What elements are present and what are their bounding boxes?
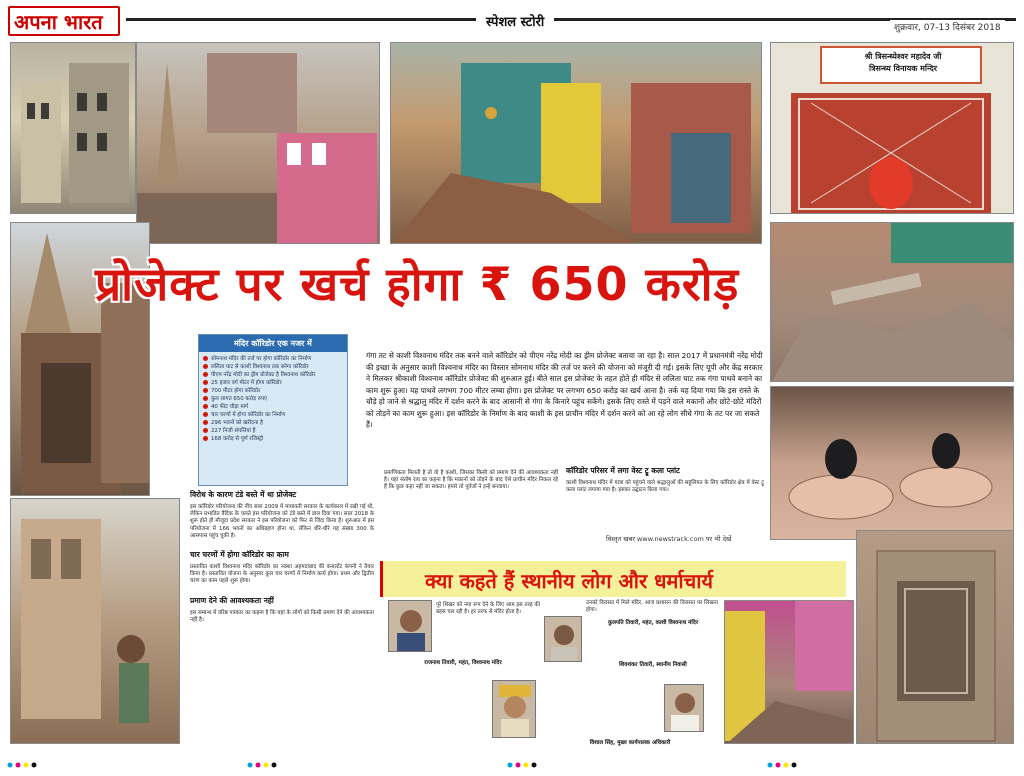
bullet-icon — [203, 356, 208, 361]
info-item: 168 करोड़ से पूर्ण रजिस्ट्री — [203, 435, 343, 443]
info-box — [198, 334, 348, 486]
portrait-3 — [492, 680, 536, 738]
headline: प्रोजेक्ट पर खर्च होगा ₹ 650 करोड़ — [95, 257, 740, 311]
quote-1-text: पूरे शिखर को नया रूप देने के लिए आम इस तरह की बहस चल रही है। हर तरफ से मंदिर होता है। — [436, 602, 540, 616]
info-item: 40 फीट चौड़ा मार्ग — [203, 403, 343, 411]
col3-subhead: कॉरिडोर परिसर में लगा वेस्ट ट्रू कला प्लांट — [566, 466, 680, 475]
photo-demolition-workers — [390, 42, 762, 244]
issue-date: शुक्रवार, 07-13 दिसंबर 2018 — [890, 20, 1005, 33]
photo-old-buildings — [10, 42, 136, 214]
temple-signboard-text: श्री त्रिसन्ध्येश्वर महादेव जी त्रिसन्ध्य विनायक मन्दिर — [864, 52, 942, 73]
quote-2-text: उनको विरासत में मिले मंदिर, आज प्रशासन की विरासत पर लिखना होगा। — [586, 600, 718, 614]
col1-text-1: इस कॉरिडोर परियोजना की नींव साल 2009 में मायावती सरकार के कार्यकाल में रखी गई थी, लेकिन प्रभावित वैदिक के चलते इस परियोजना को टंडे बस्ते में डाल दिया गया। साल 2018 के शुरू होते ही मौजूदा प्रदेश सरकार ने इस परियोजना को फिर से जिंदा किया है। शुरुआत में इस परियोजना में 166 भवनों का अधिग्रहण होना था, लेकिन धीरे-धीरे यह संख्या 300 के आसपास पहुंच चुकी है। — [190, 504, 374, 539]
quote-1-caption: राजनाथ तिवारी, महंत, विश्वनाथ मंदिर — [424, 660, 502, 666]
info-item: 700 मीटर होगा कॉरिडोर — [203, 387, 343, 395]
bullet-icon — [203, 380, 208, 385]
column-1 — [190, 490, 374, 624]
col1-subhead-3: प्रमाण देने की आवश्यकता नहीं — [190, 595, 274, 605]
info-item: ललिता घाट से काशी विश्वनाथ तक बनेगा कॉरिडोर — [203, 363, 343, 371]
col1-subhead-1: विरोध के कारण टंडे बस्ते में था प्रोजेक्ट — [190, 490, 297, 499]
bullet-icon — [203, 412, 208, 417]
bullet-icon — [203, 364, 208, 369]
info-item: 296 भवनों को खरीदना है — [203, 419, 343, 427]
info-item: पीएम नरेंद्र मोदी का ड्रीम प्रोजेक्ट है विश्वनाथ कॉरिडोर — [203, 371, 343, 379]
logo-text: अपना भारत — [14, 10, 103, 34]
photo-temple-worker — [10, 498, 180, 744]
footer-registration-marks — [0, 762, 1024, 768]
header-rule — [126, 18, 1016, 21]
photo-shivling — [770, 386, 1014, 540]
bullet-icon — [203, 396, 208, 401]
column-2: प्रमाणिकता मिलती है तो वो है काशी, जिसका किसी को प्रमाण देने की आवश्यकता नहीं है। यहां संतोष राय का कहना है कि मकानों को तोड़ने के बाद ऐसे प्राचीन मंदिर निकल रहे हैं कि कुछ कहा नहीं जा सकता। हमारे तो पूर्वजों ने इन्हें बनवाया। — [384, 470, 558, 491]
photo-street-demolition — [724, 600, 854, 744]
bullet-icon — [203, 428, 208, 433]
bullet-icon — [203, 420, 208, 425]
column-3 — [566, 466, 764, 494]
quotes-banner-title: क्या कहते हैं स्थानीय लोग और धर्माचार्य — [425, 569, 714, 593]
col1-text-2: प्रस्तावित काशी विश्वनाथ मंदिर कॉरिडोर का नक्शा अहमदाबाद की कंसल्टेंट कंपनी ने तैयार किया है। प्रस्तावित योजना के अनुसार कुल चार चरणों में निर्माण कार्य होगा। प्रथम और द्वितीय चरण का काम पहले शुरू होगा। — [190, 564, 374, 585]
quote-2-caption: कुलपति तिवारी, महंत, काशी विश्वनाथ मंदिर — [607, 620, 699, 626]
info-item: कुल लागत 650 करोड़ रुपए — [203, 395, 343, 403]
info-item: सोमनाथ मंदिर की तर्ज पर होगा कॉरिडोर का निर्माण — [203, 355, 343, 363]
photo-temple-gate — [770, 42, 1014, 214]
info-item: चार चरणों में होगा कॉरिडोर का निर्माण — [203, 411, 343, 419]
portrait-4 — [664, 684, 704, 732]
info-list — [199, 352, 347, 446]
info-item: 227 निजी संपत्तियां हैं — [203, 427, 343, 435]
headline-container — [95, 252, 815, 314]
web-credit: विस्तृत खबर www.newstrack.com पर भी देखें — [606, 535, 732, 543]
col3-text: काशी विश्वनाथ मंदिर में यात्रा को पहुंचने वाले श्रद्धालुओं की सहूलियत के लिए कॉरिडोर क्षेत्र में वेस्ट ट्रू कला प्लांट लगाया गया है। इसका उद्घाटन किया गया। — [566, 480, 764, 494]
section-tag: स्पेशल स्टोरी — [476, 12, 554, 30]
col1-text-3: इस सम्बन्ध में वरिष्ठ पत्रकार का कहना है कि यहां के लोगों को किसी प्रमाण देने की आवश्यकता नहीं है। — [190, 609, 374, 623]
bullet-icon — [203, 388, 208, 393]
col1-subhead-2: चार चरणों में होगा कॉरिडोर का काम — [190, 550, 289, 560]
bullet-icon — [203, 436, 208, 441]
bullet-icon — [203, 404, 208, 409]
quote-3-caption: शिवशंकर तिवारी, स्थानीय निवासी — [619, 662, 687, 668]
masthead — [0, 0, 1024, 40]
intro-paragraph: गंगा तट से काशी विश्वनाथ मंदिर तक बनने वाले कॉरिडोर को पीएम नरेंद्र मोदी का ड्रीम प्रोजेक्ट बताया जा रहा है। साल 2017 में प्रधानमंत्री नरेंद्र मोदी की इच्छा के अनुसार काशी विश्वनाथ मंदिर का विस्तार सोमनाथ मंदिर की तर्ज पर करने की योजना को मंजूरी दी गई। इसके लिए यूपी और केंद्र सरकार ने मिलकर श्रीकाशी विश्वनाथ कॉरिडोर प्रोजेक्ट की शुरुआत हुई। बीते साल इस प्रोजेक्ट के तहत होते ही मंदिर से ललिता घाट तक गंगा पाथवे बनाने का काम शुरू हुआ। यह पाथवे लगभग 700 मीटर लम्बा होगा। इस प्रोजेक्ट पर लगभग 650 करोड़ का खर्च आना है। तर्क यह दिया गया कि इस रास्ते के चौड़े हो जाने से श्रद्धालु मंदिर में दर्शन करने के बाद आसानी से गंगा के किनारे पहुंच सकेंगे। इसके लिए रास्ते में पड़ने वाले मकानों और छोटे-छोटे मंदिरों को तोड़ने का काम शुरू हुआ। इस कॉरिडोर के निर्माण के बाद काशी के इस प्राचीन मंदिर में दर्शन करने को आ रहे लोग सीधे गंगा के तट पर जा सकते हैं। — [366, 351, 763, 429]
photo-ornate-wall — [856, 530, 1014, 744]
portrait-1 — [388, 600, 432, 652]
photo-temple-spire — [136, 42, 380, 244]
quotes-banner — [380, 561, 846, 597]
info-box-title: मंदिर कॉरिडोर एक नजर में — [199, 335, 347, 352]
quote-4-caption: विशाल सिंह, मुख्य कार्यपालक अधिकारी — [589, 740, 671, 746]
bullet-icon — [203, 372, 208, 377]
info-item: 25 हजार वर्ग मीटर में होगा कॉरिडोर — [203, 379, 343, 387]
portrait-2 — [544, 616, 582, 662]
